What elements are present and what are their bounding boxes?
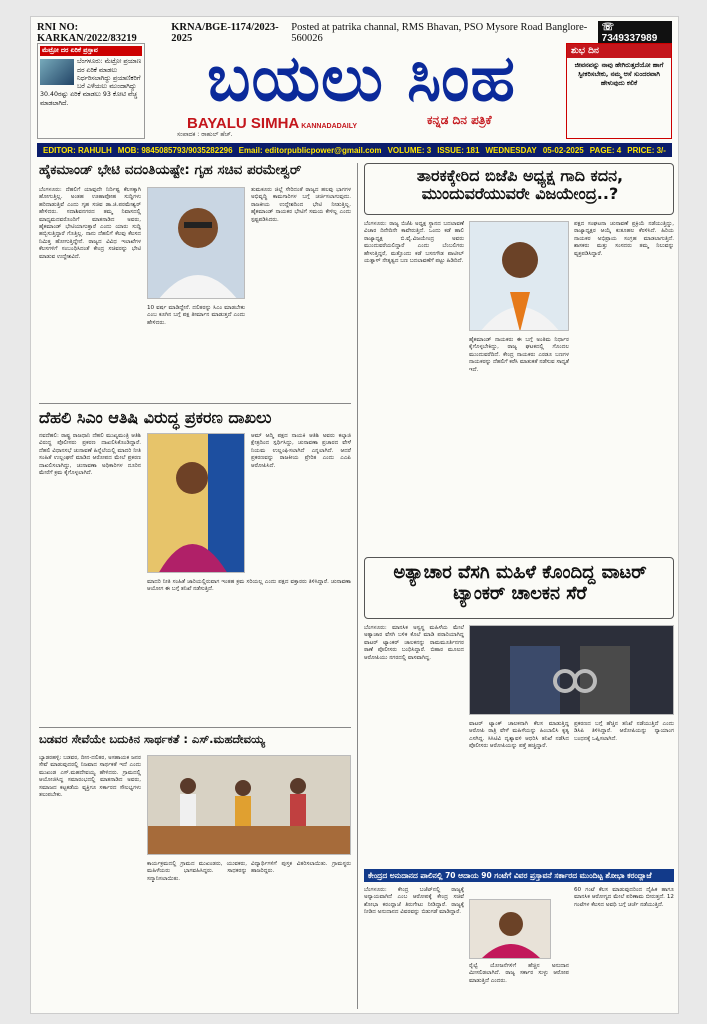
article-4-column-1: ಬೆಂಗಳೂರು: ರಾಜ್ಯ ಬಿಜೆಪಿ ಅಧ್ಯಕ್ಷ ಸ್ಥಾನದ ಬದಲಾವಣೆ ವಿಚಾರ ದಿನೇದಿನೇ ಕಾವೇರುತ್ತಿದೆ. ಒಂದು ಕಡೆ ಹಾಲಿ ರಾಜ್ಯಾಧ್ಯಕ್ಷ ಬಿ.ವೈ.ವಿಜಯೇಂದ್ರ ಅವರು ಮುಂದುವರೆಯಲಿದ್ದಾರೆ ಎಂದು ಬೆಂಬಲಿಗರು ಹೇಳುತ್ತಿದ್ದರೆ, ಮತ್ತೊಂದು ಕಡೆ ಬಸನಗೌಡ ಪಾಟೀಲ್ ಯತ್ನಾಳ್ ನೇತೃತ್ವದ ಬಣ ಬದಲಾವಣೆಗೆ ಪಟ್ಟು ಹಿಡಿದಿದೆ.: [364, 221, 464, 265]
article-4-column-3: ಪಕ್ಷದ ಸಂಘಟನಾ ಚುನಾವಣೆ ಪ್ರಕ್ರಿಯೆ ನಡೆಯುತ್ತಿದ್ದು, ರಾಜ್ಯಾಧ್ಯಕ್ಷರ ಆಯ್ಕೆ ಕುತೂಹಲ ಕೆರಳಿಸಿದೆ. ಹಿರಿಯ ನಾಯಕರ ಅಭಿಪ್ರಾಯ ಸಂಗ್ರಹ ಮಾಡಲಾಗುತ್ತಿದೆ. ಶಾಸಕರು ಮತ್ತು ಸಂಸದರು ತಮ್ಮ ನಿಲುವನ್ನು ವ್ಯಕ್ತಪಡಿಸಿದ್ದಾರೆ.: [574, 221, 674, 257]
article-2-column-2: ಆಮ್ ಆದ್ಮಿ ಪಕ್ಷದ ನಾಯಕಿ ಆತಿಶಿ ಅವರು ಕಲ್ಕಾಜಿ ಕ್ಷೇತ್ರದಿಂದ ಸ್ಪರ್ಧಿಸಿದ್ದು, ಚುನಾವಣಾ ಪ್ರಚಾರದ ವೇಳೆ ನಿಯಮ ಉಲ್ಲಂಘಿಸಲಾಗಿದೆ ಎನ್ನಲಾಗಿದೆ. ಆದರೆ ಪ್ರಕರಣವನ್ನು ರಾಜಕೀಯ ಪ್ರೇರಿತ ಎಂದು ಎಎಪಿ ಆರೋಪಿಸಿದೆ.: [251, 433, 351, 469]
article-6-column-3: 60 ಗಂಟೆ ಕೆಲಸ ಮಾಡುವುದರಿಂದ ದೈಹಿಕ ಹಾಗೂ ಮಾನಸಿಕ ಆರೋಗ್ಯದ ಮೇಲೆ ಪರಿಣಾಮ ಬೀರುತ್ತದೆ. 12 ಗಂಟೆಗಳ ಕೆಲಸದ ಅವಧಿ ಬಗ್ಗೆ ಚರ್ಚೆ ನಡೆಯುತ್ತಿದೆ.: [574, 887, 674, 908]
article-1-headline: ಹೈಕಮಾಂಡ್ ಭೇಟಿ ವದಂತಿಯಷ್ಟೇ: ಗೃಹ ಸಚಿವ ಪರಮೇಶ್ವರ್: [39, 162, 302, 178]
article-5-column-2: ವಾಟರ್ ಟ್ಯಾಂಕ್ ಚಾಲಕನಾಗಿ ಕೆಲಸ ಮಾಡುತ್ತಿದ್ದ ಆರೋಪಿ ರಾತ್ರಿ ವೇಳೆ ಮಹಿಳೆಯನ್ನು ಹಿಂಬಾಲಿಸಿ ಕೃತ್ಯ ಎಸಗಿದ್ದ. ಸಿಸಿಟಿವಿ ದೃಶ್ಯಾವಳಿ ಆಧರಿಸಿ ತನಿಖೆ ನಡೆಸಿದ ಪೊಲೀಸರು ಆರೋಪಿಯನ್ನು ಪತ್ತೆ ಹಚ್ಚಿದ್ದಾರೆ.: [469, 721, 569, 750]
article-1-column-2: ತುಮಕೂರು ಜಿಲ್ಲೆ ಸೇರಿದಂತೆ ರಾಜ್ಯದ ಹಲವು ಭಾಗಗಳ ಅಭಿವೃದ್ಧಿ ಕಾಮಗಾರಿಗಳ ಬಗ್ಗೆ ಚರ್ಚಿಸಲಾಗುವುದು. ರಾಜಕೀಯ ಉದ್ದೇಶದಿಂದ ಭೇಟಿ ನೀಡುತ್ತಿಲ್ಲ. ಹೈಕಮಾಂಡ್ ನಾಯಕರ ಭೇಟಿಗೆ ಸಮಯ ಕೇಳಿಲ್ಲ ಎಂದು ಸ್ಪಷ್ಟಪಡಿಸಿದರು.: [251, 187, 351, 223]
minister-portrait-icon: [470, 900, 551, 959]
side-news-thumbnail: [40, 59, 74, 85]
quote-box: [566, 43, 672, 139]
article-3-column-3: ವಿದ್ಯಾರ್ಥಿಗಳಿಗೆ ಪುಸ್ತಕ ವಿತರಿಸಲಾಯಿತು. ಗ್ರಾಮಸ್ಥರು ಹಾಜರಿದ್ದರು.: [251, 861, 351, 875]
article-3-headline: ಬಡವರ ಸೇವೆಯೇ ಬದುಕಿನ ಸಾರ್ಥಕತೆ : ಎಸ್.ಮಹದೇವಯ್ಯ: [39, 732, 265, 746]
newspaper-tagline: ಕನ್ನಡ ದಿನ ಪತ್ರಿಕೆ: [427, 113, 492, 127]
phone-badge: [598, 21, 672, 45]
rni-number: RNI NO: KARKAN/2022/83219: [37, 22, 137, 44]
article-6-photo: [469, 899, 551, 959]
info-mobile: MOB: 9845085793/9035282296: [117, 145, 233, 155]
newspaper-title: ಬಯಲು ಸಿಂಹ: [207, 42, 516, 116]
article-5-column-1: ಬೆಂಗಳೂರು: ಮಾನಸಿಕ ಅಸ್ವಸ್ಥ ಮಹಿಳೆಯ ಮೇಲೆ ಅತ್ಯಾಚಾರ ವೆಸಗಿ ಬಳಿಕ ಕೊಲೆ ಮಾಡಿ ಪರಾರಿಯಾಗಿದ್ದ ವಾಟರ್ ಟ್ಯಾಂಕರ್ ಚಾಲಕನನ್ನು ರಾಮಮೂರ್ತಿನಗರ ಠಾಣೆ ಪೊಲೀಸರು ಬಂಧಿಸಿದ್ದಾರೆ. ಬಿಹಾರ ಮೂಲದ ಆರೋಪಿಯು ನಗರದಲ್ಲಿ ವಾಸವಾಗಿದ್ದ.: [364, 625, 464, 661]
article-2-column-1: ನವದೆಹಲಿ: ರಾಷ್ಟ್ರ ರಾಜಧಾನಿ ದೆಹಲಿ ಮುಖ್ಯಮಂತ್ರಿ ಆತಿಶಿ ವಿರುದ್ಧ ಪೊಲೀಸರು ಪ್ರಕರಣ ದಾಖಲಿಸಿಕೊಂಡಿದ್ದಾರೆ. ದೆಹಲಿ ವಿಧಾನಸಭೆ ಚುನಾವಣೆ ಹಿನ್ನೆಲೆಯಲ್ಲಿ ಮಾದರಿ ನೀತಿ ಸಂಹಿತೆ ಉಲ್ಲಂಘನೆ ಮಾಡಿದ ಆರೋಪದ ಮೇಲೆ ಪ್ರಕರಣ ದಾಖಲಿಸಲಾಗಿದ್ದು, ಚುನಾವಣಾ ಅಧಿಕಾರಿಗಳ ದೂರಿನ ಮೇರೆಗೆ ಕ್ರಮ ಕೈಗೊಳ್ಳಲಾಗಿದೆ.: [39, 433, 141, 477]
info-bar: [37, 143, 672, 157]
phone-number: 7349337989: [601, 33, 658, 44]
article-5-photo: [469, 625, 674, 715]
quote-box-heading: ಶುಭ ದಿನ: [567, 44, 671, 58]
editor-credit: ಸಂಪಾದಕ : ರಾಹುಲ್ ಹೆಚ್.: [177, 131, 233, 138]
article-5-column-3: ಪ್ರಕರಣದ ಬಗ್ಗೆ ಹೆಚ್ಚಿನ ತನಿಖೆ ನಡೆಯುತ್ತಿದೆ ಎಂದು ಡಿಸಿಪಿ ತಿಳಿಸಿದ್ದಾರೆ. ಆರೋಪಿಯನ್ನು ನ್ಯಾಯಾಂಗ ಬಂಧನಕ್ಕೆ ಒಪ್ಪಿಸಲಾಗಿದೆ.: [574, 721, 674, 742]
article-6-column-1: ಬೆಂಗಳೂರು: ಕೇಂದ್ರ ಬಜೆಟ್‌ನಲ್ಲಿ ರಾಜ್ಯಕ್ಕೆ ಅನ್ಯಾಯವಾಗಿದೆ ಎಂಬ ಆರೋಪಕ್ಕೆ ಕೇಂದ್ರ ಸಚಿವೆ ಶೋಭಾ ಕರಂದ್ಲಾಜೆ ತಿರುಗೇಟು ನೀಡಿದ್ದಾರೆ. ರಾಜ್ಯಕ್ಕೆ ನೀಡಿದ ಅನುದಾನದ ವಿವರವನ್ನು ಬಿಡುಗಡೆ ಮಾಡಿದ್ದಾರೆ.: [364, 887, 464, 916]
phone-icon: ☏: [601, 22, 615, 33]
masthead-side-news: [37, 43, 145, 139]
article-4-headline: ತಾರಕಕ್ಕೇರಿದ ಬಿಜೆಪಿ ಅಧ್ಯಕ್ಷ ಗಾದಿ ಕದನ, ಮುಂದುವರೆಯುವರೇ ವಿಜಯೇಂದ್ರ..?: [416, 166, 624, 204]
divider: [39, 727, 351, 728]
minister-portrait-icon: [148, 188, 245, 299]
title-english-text: BAYALU SIMHA: [187, 115, 300, 132]
newspaper-page: [30, 16, 679, 1014]
krna-number: KRNA/BGE-1174/2023-2025: [171, 22, 279, 44]
article-1-column-1: ಬೆಂಗಳೂರು: ದೆಹಲಿಗೆ ಯಾವುದೇ ನಿರ್ದಿಷ್ಟ ಕೆಲಸಕ್ಕಾಗಿ ಹೋಗುತ್ತಿಲ್ಲ. ಅಂತಹ ಊಹಾಪೋಹ ಸುದ್ದಿಗಳು ಹರಿದಾಡುತ್ತಿವೆ ಎಂದು ಗೃಹ ಸಚಿವ ಡಾ.ಜಿ.ಪರಮೇಶ್ವರ್ ಹೇಳಿದರು. ಸದಾಶಿವನಗರದ ತಮ್ಮ ನಿವಾಸದಲ್ಲಿ ಮಾಧ್ಯಮದವರೊಂದಿಗೆ ಮಾತನಾಡಿದ ಅವರು, ಹೈಕಮಾಂಡ್ ಭೇಟಿಯಾಗುತ್ತಾರೆ ಎಂದು ಯಾರು ಸುದ್ದಿ ಹಬ್ಬಿಸುತ್ತಿದ್ದಾರೆ ಗೊತ್ತಿಲ್ಲ. ನಾನು ದೆಹಲಿಗೆ ಕೆಲವು ಕೆಲಸದ ನಿಮಿತ್ತ ಹೋಗುತ್ತಿದ್ದೇನೆ. ರಾಜ್ಯದ ವಿವಿಧ ಇಲಾಖೆಗಳ ಕೆಲಸಗಳಿಗೆ ಸಂಬಂಧಿಸಿದಂತೆ ಕೇಂದ್ರ ಸಚಿವರನ್ನು ಭೇಟಿ ಮಾಡುವ ಉದ್ದೇಶವಿದೆ.: [39, 187, 141, 260]
article-1-column-3: 10 ವರ್ಷ ಮಾಡಿದ್ದೇನೆ. ದಲಿತರನ್ನು ಸಿಎಂ ಮಾಡಬೇಕು ಎಂಬ ಕೂಗಿನ ಬಗ್ಗೆ ಪಕ್ಷ ತೀರ್ಮಾನ ಮಾಡುತ್ತದೆ ಎಂದು ಹೇಳಿದರು.: [147, 305, 245, 326]
info-date: 05-02-2025: [542, 145, 584, 155]
info-price: PRICE: 3/-: [627, 145, 666, 155]
info-editor: EDITOR: RAHULH: [43, 145, 112, 155]
article-4-column-2: ಹೈಕಮಾಂಡ್ ನಾಯಕರು ಈ ಬಗ್ಗೆ ಅಂತಿಮ ನಿರ್ಧಾರ ಕೈಗೊಳ್ಳಬೇಕಿದ್ದು, ರಾಜ್ಯ ಘಟಕದಲ್ಲಿ ಗೊಂದಲ ಮುಂದುವರೆದಿದೆ. ಕೇಂದ್ರ ನಾಯಕರು ಎರಡೂ ಬಣಗಳ ನಾಯಕರನ್ನು ದೆಹಲಿಗೆ ಕರೆಸಿ ಮಾತುಕತೆ ನಡೆಸುವ ಸಾಧ್ಯತೆ ಇದೆ.: [469, 337, 569, 373]
article-5-headline: ಅತ್ಯಾಚಾರ ವೆಸಗಿ ಮಹಿಳೆ ಕೊಂದಿದ್ದ ವಾಟರ್ ಟ್ಯಾಂಕರ್ ಚಾಲಕನ ಸೆರೆ: [393, 562, 647, 604]
article-2-headline: ದೆಹಲಿ ಸಿಎಂ ಆತಿಷಿ ವಿರುದ್ಧ ಪ್ರಕರಣ ದಾಖಲು: [39, 408, 272, 427]
info-page: PAGE: 4: [589, 145, 622, 155]
info-day: WEDNESDAY: [485, 145, 537, 155]
article-1-photo: [147, 187, 245, 299]
article-3-photo: [147, 755, 351, 855]
article-6-column-2: ರೈಲ್ವೆ ಯೋಜನೆಗಳಿಗೆ ಹೆಚ್ಚಿನ ಅನುದಾನ ಮೀಸಲಿಡಲಾಗಿದೆ. ರಾಜ್ಯ ಸರ್ಕಾರ ಸುಳ್ಳು ಆರೋಪ ಮಾಡುತ್ತಿದೆ ಎಂದರು.: [469, 963, 569, 984]
article-2-column-3: ಮಾದರಿ ನೀತಿ ಸಂಹಿತೆ ಜಾರಿಯಲ್ಲಿರುವಾಗ ಇಂತಹ ಕ್ರಮ ಸರಿಯಲ್ಲ ಎಂದು ಪಕ್ಷದ ವಕ್ತಾರರು ತಿಳಿಸಿದ್ದಾರೆ. ಚುನಾವಣಾ ಆಯೋಗ ಈ ಬಗ್ಗೆ ತನಿಖೆ ನಡೆಸುತ್ತಿದೆ.: [147, 579, 351, 593]
info-issue: ISSUE: 181: [437, 145, 480, 155]
article-4-photo: [469, 221, 569, 331]
event-stage-icon: [148, 756, 351, 855]
postal-address: Posted at patrika channal, RMS Bhavan, PSO Mysore Road Banglore-560026: [291, 22, 588, 44]
article-2-photo: [147, 433, 245, 573]
leader-portrait-icon: [470, 222, 569, 331]
title-english-small: KANNADADAILY: [301, 123, 357, 130]
article-3-column-1: ಬ್ಯಾಡರಹಳ್ಳಿ: ಬಡವರ, ದೀನ-ದಲಿತರ, ಅಸಹಾಯಕ ಜನರ ಸೇವೆ ಮಾಡುವುದರಲ್ಲಿ ನಿಜವಾದ ಸಾರ್ಥಕತೆ ಇದೆ ಎಂದು ಮುಖಂಡ ಎಸ್.ಮಹದೇವಯ್ಯ ಹೇಳಿದರು. ಗ್ರಾಮದಲ್ಲಿ ಆಯೋಜಿಸಿದ್ದ ಸಮಾರಂಭದಲ್ಲಿ ಮಾತನಾಡಿದ ಅವರು, ಸಮಾಜದ ಕಟ್ಟಕಡೆಯ ವ್ಯಕ್ತಿಗೂ ಸರ್ಕಾರದ ಸೌಲಭ್ಯಗಳು ತಲುಪಬೇಕು.: [39, 755, 141, 799]
quote-box-text: ಜೀವನವನ್ನು ನಾವು ಹೇಗಿರುತ್ತದೆಯೋ ಹಾಗೆ ಸ್ವೀಕರಿಸಬೇಕು, ನಮ್ಮ ಆಸೆ ಸುಂದರವಾಗಿ ಹೇಳುವುದು ಕಲಿಕೆ: [574, 61, 664, 87]
info-volume: VOLUME: 3: [387, 145, 432, 155]
side-news-kicker: ಮೆಟ್ರೋ ದರ ಏರಿಕೆ ಪ್ರಸ್ತಾವ: [40, 46, 142, 56]
article-3-column-2: ಕಾರ್ಯಕ್ರಮದಲ್ಲಿ ಗ್ರಾಮದ ಮುಖಂಡರು, ಯುವಕರು, ಮಹಿಳೆಯರು ಭಾಗವಹಿಸಿದ್ದರು. ಸಾಧಕರನ್ನು ಸನ್ಮಾನಿಸಲಾಯಿತು.: [147, 861, 247, 882]
divider: [39, 403, 351, 404]
cm-speaking-icon: [148, 434, 245, 573]
side-news-text: ಬೆಂಗಳೂರು: ಮೆಟ್ರೋ ಪ್ರಯಾಣ ದರ ಏರಿಕೆ ಮಾಡಲು ನಿರ್ಧರಿಸಲಾಗಿದ್ದು ಪ್ರಯಾಣಿಕರಿಗೆ ಬರೆ ಎಳೆಯಲು ಮುಂದಾಗಿದ್ದು 30.40ರಷ್ಟು ಏರಿಕೆ ಮಾಡಲು 93 ಕೋಟಿ ವೆಚ್ಚ ಮಾಡಲಾಗಿದೆ.: [40, 58, 142, 107]
masthead: [37, 43, 672, 141]
arrest-handcuffs-icon: [470, 626, 674, 715]
info-email: Email: editorpublicpower@gmail.com: [238, 145, 382, 155]
article-6-headline: ಕೇಂದ್ರದ ಅನುದಾನದ ಪಾಲಿನಲ್ಲಿ 70 ಆದಾಯ 90 ಗಂಟೆಗೆ ವಿವರ ಪ್ರಸ್ತಾವನೆ ಸರ್ಕಾರದ ಮುಂದಿಟ್ಟ ಶೋಭಾ ಕರಂದ್ಲಾಜೆ: [364, 869, 674, 882]
column-divider: [357, 163, 358, 1009]
newspaper-title-english: [187, 115, 357, 132]
